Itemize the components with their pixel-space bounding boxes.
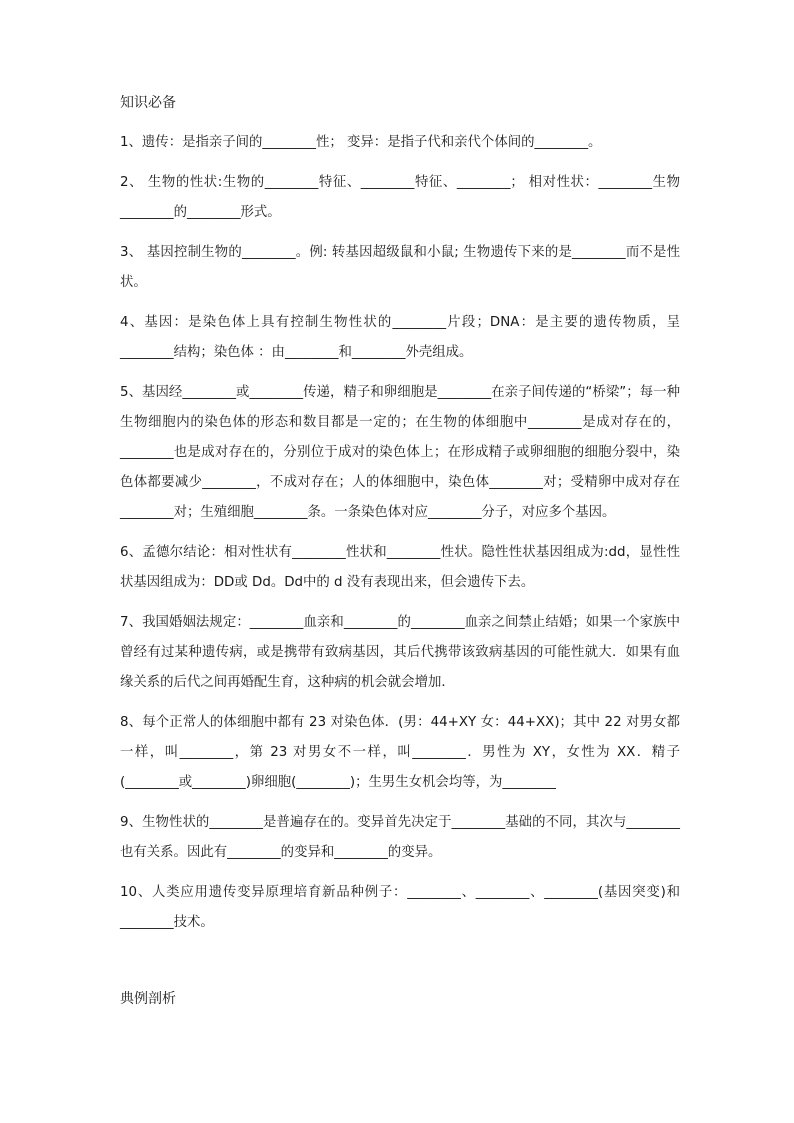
list-item: 9、生物性状的________是普遍存在的。变异首先决定于________基础的不同，其次与________也有关系。因此有________的变异和________的变异。 [120,815,680,860]
list-item: 7、我国婚姻法规定：________血亲和________的________血亲之间禁止结婚；如果一个家族中曾经有过某种遗传病，或是携带有致病基因，其后代携带该致病基因的可能性就大．如果有血缘关系的后代之间再婚配生育，这种病的机会就会增加． [120,615,680,690]
list-item: 1、遗传：是指亲子间的________性； 变异：是指子代和亲代个体间的________。 [120,135,602,150]
section-title: 知识必备 [120,95,176,111]
list-item: 5、基因经________或________传递，精子和卵细胞是________在亲子间传递的“桥梁”；每一种生物细胞内的染色体的形态和数目都是一定的；在生物的体细胞中________是成对存在的，________也是成对存在的，分别位于成对的染色体上；在形成精子或卵细胞的细胞分裂中，染色体都要减少________，不成对存在；人的体细胞中，染色体________对；受精卵中成对存在________对；生殖细胞________条。一条染色体对应________分子，对应多个基因。 [120,385,680,520]
list-item: 8、每个正常人的体细胞中都有 23 对染色体．(男：44+XY 女：44+XX)；其中 22 对男女都一样，叫________，第 23 对男女不一样，叫________．男性为 XY，女性为 XX．精子(________或________)卵细胞(________)；生男生女机会均等，为________ [120,715,680,790]
list-item: 4、基因：是染色体上具有控制生物性状的________片段；DNA：是主要的遗传物质，呈________结构；染色体 ：由________和________外壳组成。 [120,315,680,360]
list-item: 2、 生物的性状:生物的________特征、________特征、________； 相对性状：________生物________的________形式。 [120,175,680,220]
next-section-title: 典例剖析 [120,991,176,1007]
list-item: 6、孟德尔结论：相对性状有________性状和________性状。隐性性状基因组成为:dd，显性性状基因组成为：DD或 Dd。Dd中的 d 没有表现出来，但会遗传下去。 [120,545,680,590]
list-item: 3、 基因控制生物的________。例: 转基因超级鼠和小鼠; 生物遗传下来的是________而不是性状。 [120,245,680,290]
document-body [120,92,680,948]
list-item: 10、人类应用遗传变异原理培育新品种例子：________、________、________(基因突变)和________技术。 [120,885,680,930]
